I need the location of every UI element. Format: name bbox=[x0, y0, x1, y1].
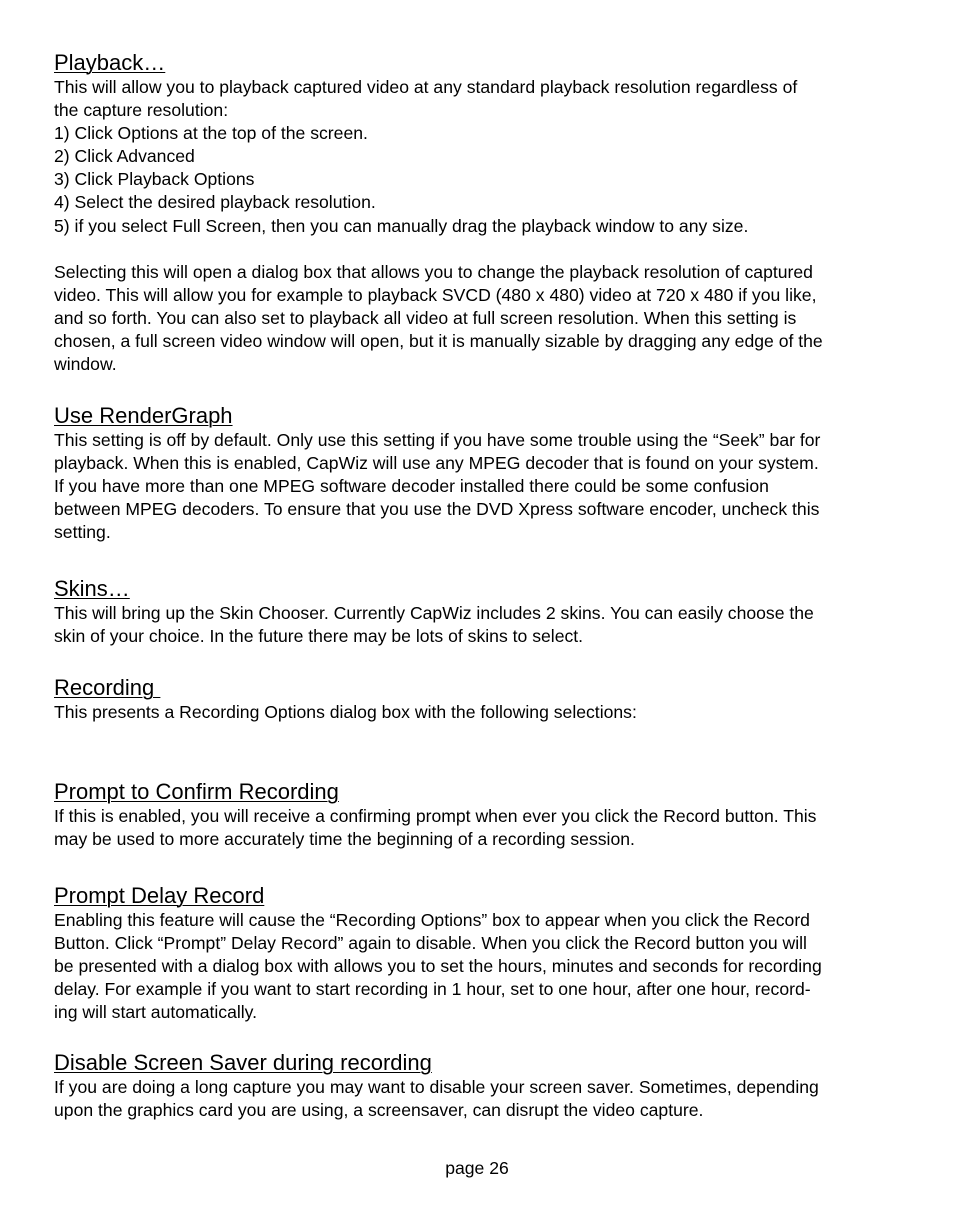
section-body bbox=[54, 261, 823, 376]
section-recording bbox=[54, 675, 637, 724]
section-skins bbox=[54, 576, 814, 648]
text-line: delay. For example if you want to start recording in 1 hour, set to one hour, after one hour, record- bbox=[54, 979, 811, 1000]
text-line: chosen, a full screen video window will open, but it is manually sizable by dragging any edge of the bbox=[54, 331, 823, 352]
section-heading: Skins… bbox=[54, 576, 130, 601]
section-body bbox=[54, 429, 820, 544]
section-body bbox=[54, 909, 822, 1024]
text-line: may be used to more accurately time the beginning of a recording session. bbox=[54, 829, 635, 850]
section-disable-screen-saver bbox=[54, 1050, 819, 1122]
text-line: playback. When this is enabled, CapWiz will use any MPEG decoder that is found on your system. bbox=[54, 453, 819, 474]
text-line: Button. Click “Prompt” Delay Record” again to disable. When you click the Record button you will bbox=[54, 933, 807, 954]
section-heading: Recording bbox=[54, 675, 161, 700]
text-line: This presents a Recording Options dialog box with the following selections: bbox=[54, 702, 637, 722]
text-line: If this is enabled, you will receive a confirming prompt when ever you click the Record button. This bbox=[54, 806, 817, 826]
section-heading: Playback… bbox=[54, 50, 166, 75]
text-line: Enabling this feature will cause the “Recording Options” box to appear when you click the Record bbox=[54, 910, 810, 930]
section-body bbox=[54, 602, 814, 648]
text-line: window. bbox=[54, 354, 117, 375]
text-line: be presented with a dialog box with allows you to set the hours, minutes and seconds for recording bbox=[54, 956, 822, 977]
text-line: the capture resolution: bbox=[54, 100, 229, 121]
text-line: ing will start automatically. bbox=[54, 1002, 258, 1023]
section-body bbox=[54, 805, 816, 851]
text-line: video. This will allow you for example to playback SVCD (480 x 480) video at 720 x 480 if you like, bbox=[54, 285, 817, 306]
text-line: skin of your choice. In the future there may be lots of skins to select. bbox=[54, 626, 584, 647]
section-heading: Prompt to Confirm Recording bbox=[54, 779, 339, 804]
text-line: 4) Select the desired playback resolution. bbox=[54, 192, 376, 213]
text-line: If you have more than one MPEG software decoder installed there could be some confusion bbox=[54, 476, 769, 497]
section-use-rendergraph bbox=[54, 403, 820, 544]
section-body bbox=[54, 1076, 819, 1122]
text-line: between MPEG decoders. To ensure that you use the DVD Xpress software encoder, uncheck this bbox=[54, 499, 820, 520]
text-line: and so forth. You can also set to playback all video at full screen resolution. When this setting is bbox=[54, 308, 797, 329]
section-body bbox=[54, 76, 797, 238]
text-line: This setting is off by default. Only use this setting if you have some trouble using the “Seek” bar for bbox=[54, 430, 821, 450]
section-heading: Disable Screen Saver during recording bbox=[54, 1050, 432, 1075]
text-line: 2) Click Advanced bbox=[54, 146, 195, 167]
section-heading: Prompt Delay Record bbox=[54, 883, 265, 908]
section-playback-details bbox=[54, 261, 823, 376]
page-number: page 26 bbox=[445, 1158, 509, 1178]
text-line: upon the graphics card you are using, a screensaver, can disrupt the video capture. bbox=[54, 1100, 704, 1121]
section-body bbox=[54, 701, 637, 724]
text-line: 1) Click Options at the top of the screen. bbox=[54, 123, 368, 144]
text-line: 3) Click Playback Options bbox=[54, 169, 255, 190]
section-heading: Use RenderGraph bbox=[54, 403, 233, 428]
text-line: This will bring up the Skin Chooser. Currently CapWiz includes 2 skins. You can easily choose the bbox=[54, 603, 814, 623]
text-line: Selecting this will open a dialog box that allows you to change the playback resolution of captured bbox=[54, 262, 813, 282]
text-line: 5) if you select Full Screen, then you can manually drag the playback window to any size. bbox=[54, 215, 749, 236]
section-prompt-confirm-recording bbox=[54, 779, 816, 851]
text-line: If you are doing a long capture you may want to disable your screen saver. Sometimes, depending bbox=[54, 1077, 819, 1097]
text-line: This will allow you to playback captured video at any standard playback resolution regardless of bbox=[54, 77, 798, 97]
section-playback bbox=[54, 50, 797, 238]
section-prompt-delay-record bbox=[54, 883, 822, 1024]
text-line: setting. bbox=[54, 522, 111, 543]
